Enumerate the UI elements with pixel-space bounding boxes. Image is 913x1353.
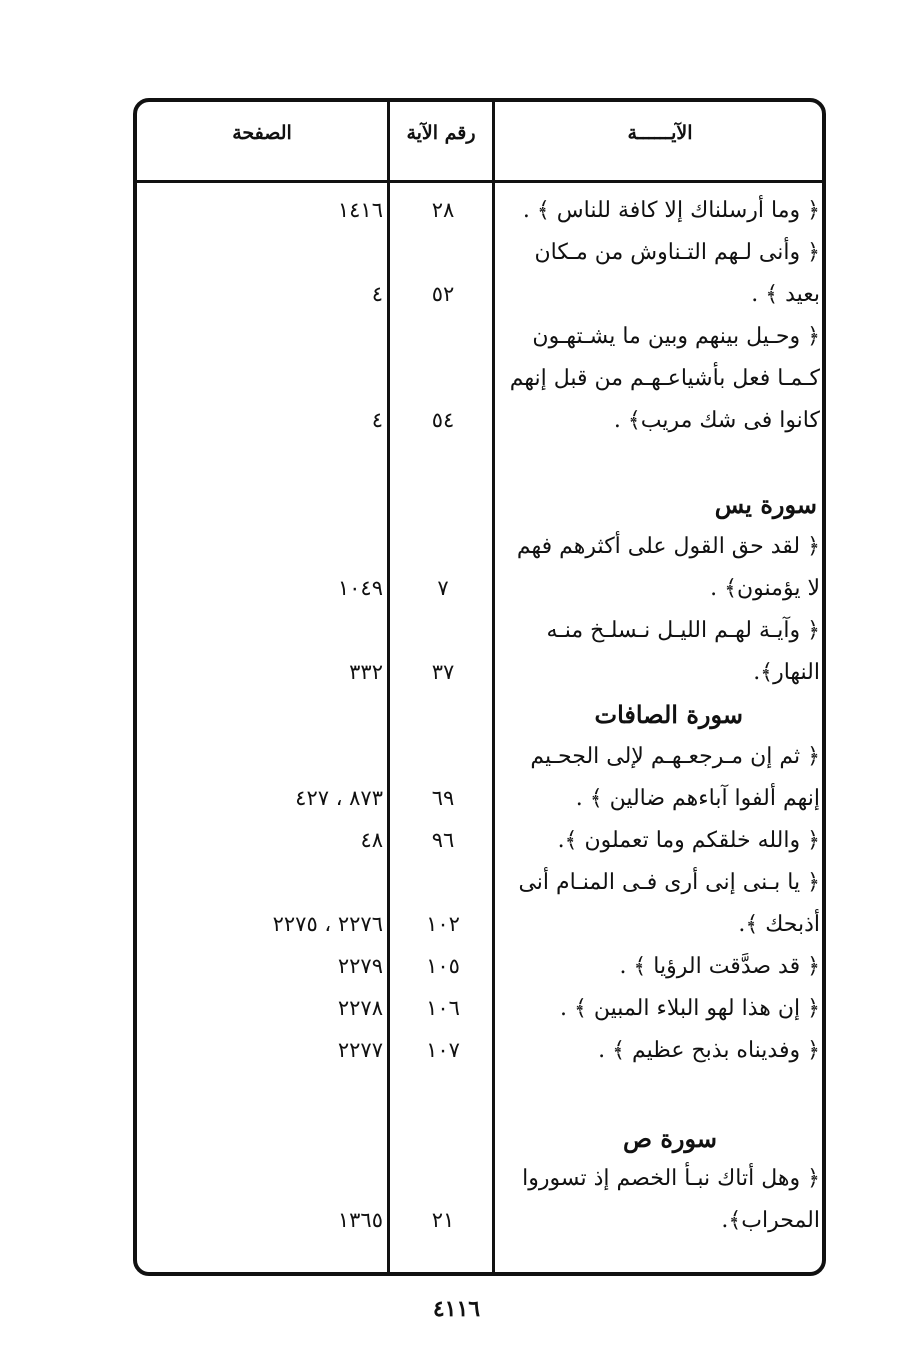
verse-line: بعيد ﴾ . (751, 282, 820, 307)
page-number: ٤١١٦ (432, 1296, 481, 1322)
header-divider (135, 180, 824, 183)
verse-line: ﴿ وحـيل بينهم وبين ما يشـتهـون (532, 324, 820, 349)
ayah-number: ١٠٢ (426, 912, 460, 936)
verse-line: ﴿ يا بـنى إنى أرى فـى المنـام أنى (518, 870, 820, 895)
verse-line: ﴿ وهل أتاك نبـأ الخصم إذ تسوروا (522, 1166, 820, 1191)
page-reference: ١٣٦٥ (337, 1208, 383, 1232)
verse-line: ﴿ والله خلقكم وما تعملون ﴾. (557, 828, 820, 853)
ayah-number: ٦٩ (431, 786, 455, 810)
index-table-frame (133, 98, 826, 1276)
page-reference: ٤٨ (360, 828, 383, 852)
page-reference: ٣٣٢ (349, 660, 383, 684)
verse-line: ﴿ وما أرسلناك إلا كافة للناس ﴾ . (522, 198, 820, 223)
verse-line: المحراب﴾. (721, 1208, 820, 1233)
surah-heading: سورة يس (714, 490, 817, 519)
ayah-number: ١٠٦ (426, 996, 460, 1020)
verse-line: النهار﴾. (753, 660, 820, 685)
page-reference: ٢٢٧٧ (337, 1038, 383, 1062)
verse-line: ﴿ وفديناه بذبح عظيم ﴾ . (598, 1038, 820, 1063)
page-reference: ١٤١٦ (337, 198, 383, 222)
page-reference: ٢٢٧٦ ، ٢٢٧٥ (272, 912, 383, 936)
verse-line: ﴿ ثم إن مـرجعـهـم لإلى الجحـيم (530, 744, 820, 769)
verse-line: ﴿ وأنى لـهم التـناوش من مـكان (534, 240, 820, 265)
verse-line: ﴿ وآيـة لهـم الليـل نـسلـخ منـه (546, 618, 820, 643)
page-reference: ٨٧٣ ، ٤٢٧ (295, 786, 383, 810)
verse-line: ﴿ إن هذا لهو البلاء المبين ﴾ . (560, 996, 820, 1021)
ayah-number: ١٠٧ (426, 1038, 460, 1062)
surah-heading: سورة الصافات (594, 700, 743, 729)
surah-heading: سورة ص (622, 1124, 717, 1153)
ayah-number: ١٠٥ (426, 954, 460, 978)
verse-line: لا يؤمنون﴾ . (710, 576, 820, 601)
page-reference: ١٠٤٩ (337, 576, 383, 600)
page-reference: ٤ (371, 282, 383, 306)
header-verse: الآيــــــة (627, 122, 693, 144)
header-page: الصفحة (232, 122, 292, 144)
ayah-number: ٣٧ (431, 660, 455, 684)
column-divider-ayah (492, 98, 495, 1276)
ayah-number: ٥٤ (431, 408, 455, 432)
ayah-number: ٢٨ (431, 198, 455, 222)
verse-line: ﴿ قد صدَّقت الرؤيا ﴾ . (619, 954, 820, 979)
column-divider-page (387, 98, 390, 1276)
verse-line: كـمـا فعل بأشياعـهـم من قبل إنهم (509, 366, 820, 391)
page-reference: ٤ (371, 408, 383, 432)
ayah-number: ٢١ (431, 1208, 455, 1232)
ayah-number: ٧ (437, 576, 449, 600)
ayah-number: ٥٢ (431, 282, 455, 306)
page-reference: ٢٢٧٨ (337, 996, 383, 1020)
verse-line: أذبحك ﴾. (738, 912, 820, 937)
verse-line: ﴿ لقد حق القول على أكثرهم فهم (516, 534, 820, 559)
verse-line: إنهم ألفوا آباءهم ضالين ﴾ . (575, 786, 820, 811)
page-reference: ٢٢٧٩ (337, 954, 383, 978)
header-ayah-number: رقم الآية (406, 122, 476, 144)
ayah-number: ٩٦ (431, 828, 455, 852)
verse-line: كانوا فى شك مريب﴾ . (613, 408, 820, 433)
